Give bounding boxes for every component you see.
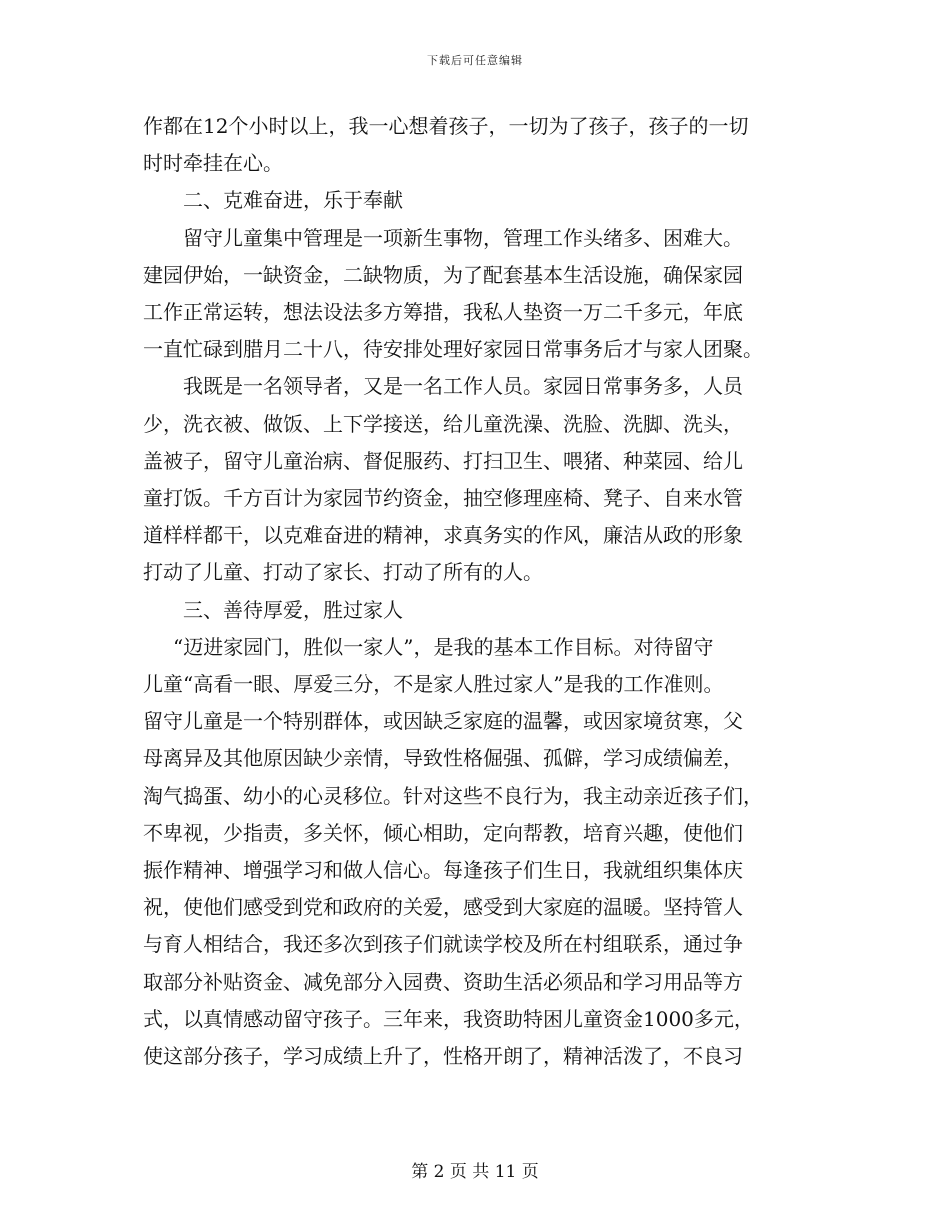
text-line: 振作精神、增强学习和做人信心。每逢孩子们生日，我就组织集体庆 bbox=[143, 858, 743, 883]
text-line: 儿童“高看一眼、厚爱三分，不是家人胜过家人”是我的工作准则。 bbox=[143, 672, 724, 697]
text-line: 使这部分孩子，学习成绩上升了，性格开朗了，精神活泼了，不良习 bbox=[143, 1044, 743, 1069]
text-line: 母离异及其他原因缺少亲情，导致性格倔强、孤僻，学习成绩偏差， bbox=[143, 746, 743, 771]
page-header: 下载后可任意编辑 bbox=[427, 54, 523, 67]
page-footer: 第 2 页 共 11 页 bbox=[411, 1162, 539, 1182]
text-line: 作都在12个小时以上，我一心想着孩子，一切为了孩子，孩子的一切 bbox=[143, 114, 749, 138]
text-line: 时时牵挂在心。 bbox=[143, 151, 283, 176]
text-line: 留守儿童集中管理是一项新生事物，管理工作头绪多、困难大。 bbox=[183, 225, 743, 250]
text-line: 一直忙碌到腊月二十八，待安排处理好家园日常事务后才与家人团聚。 bbox=[143, 337, 763, 362]
text-line: 与育人相结合，我还多次到孩子们就读学校及所在村组联系，通过争 bbox=[143, 932, 743, 957]
text-line: 盖被子，留守儿童治病、督促服药、打扫卫生、喂猪、种菜园、给儿 bbox=[143, 448, 743, 473]
text-line: 式，以真情感动留守孩子。三年来，我资助特困儿童资金1000多元， bbox=[143, 1006, 754, 1031]
text-line: 我既是一名领导者，又是一名工作人员。家园日常事务多，人员 bbox=[183, 374, 743, 399]
text-line: 建园伊始，一缺资金，二缺物质，为了配套基本生活设施，确保家园 bbox=[143, 262, 743, 287]
text-line: 取部分补贴资金、减免部分入园费、资助生活必须品和学习用品等方 bbox=[143, 969, 743, 994]
text-line: 留守儿童是一个特别群体，或因缺乏家庭的温馨，或因家境贫寒，父 bbox=[143, 709, 743, 734]
text-line: 祝，使他们感受到党和政府的关爱，感受到大家庭的温暖。坚持管人 bbox=[143, 895, 743, 920]
section-heading: 三、善待厚爱，胜过家人 bbox=[183, 597, 403, 622]
text-line: 童打饭。千方百计为家园节约资金，抽空修理座椅、凳子、自来水管 bbox=[143, 486, 743, 511]
text-line: 工作正常运转，想法设法多方筹措，我私人垫资一万二千多元，年底 bbox=[143, 300, 743, 325]
document-body bbox=[143, 108, 811, 1075]
text-line: 少，洗衣被、做饭、上下学接送，给儿童洗澡、洗脸、洗脚、洗头， bbox=[143, 411, 743, 436]
text-line: 淘气捣蛋、幼小的心灵移位。针对这些不良行为，我主动亲近孩子们， bbox=[143, 783, 763, 808]
text-line: 打动了儿童、打动了家长、打动了所有的人。 bbox=[143, 560, 543, 585]
text-line: “迈进家园门，胜似一家人”，是我的基本工作目标。对待留守 bbox=[173, 634, 714, 659]
text-line: 不卑视，少指责，多关怀，倾心相助，定向帮教，培育兴趣，使他们 bbox=[143, 820, 743, 845]
text-line: 道样样都干，以克难奋进的精神，求真务实的作风，廉洁从政的形象 bbox=[143, 523, 743, 548]
section-heading: 二、克难奋进，乐于奉献 bbox=[183, 188, 403, 213]
